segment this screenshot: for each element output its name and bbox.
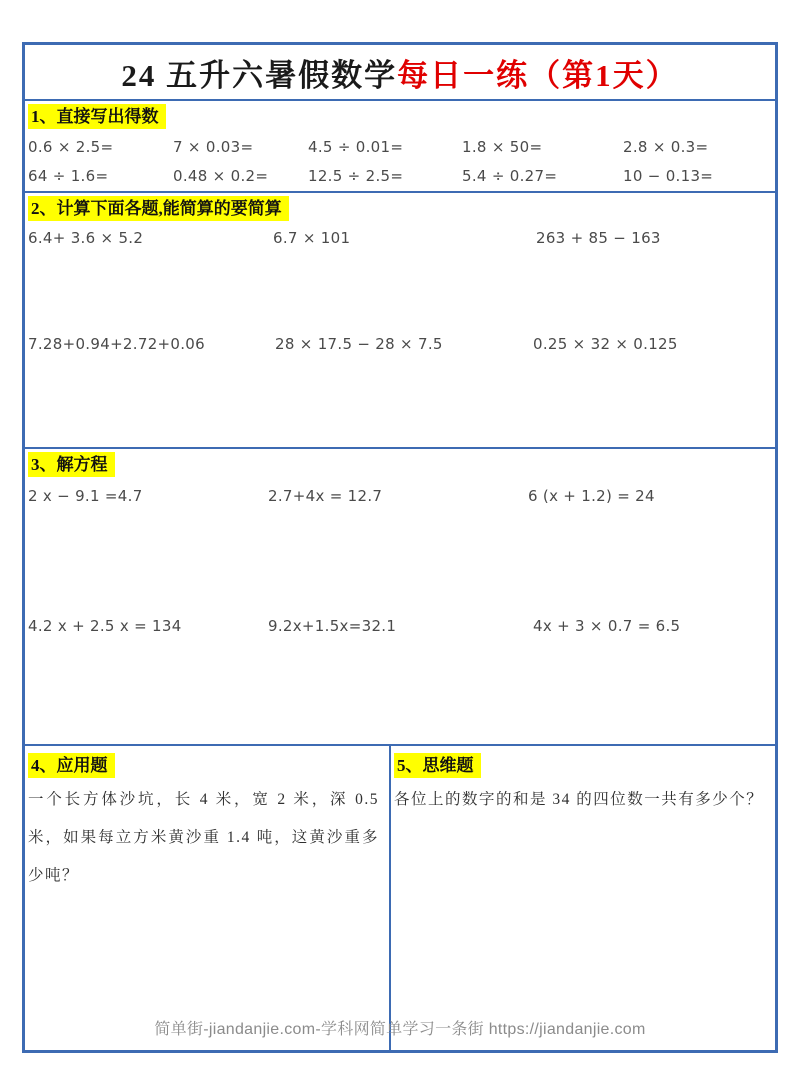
section-3-equations — [25, 449, 775, 746]
section-2-header: 2、计算下面各题,能简算的要简算 — [28, 196, 289, 221]
title-highlight: 每日一练（第1天） — [397, 57, 679, 93]
math-problem: 5.4 ÷ 0.27= — [462, 167, 558, 186]
math-problem: 7 × 0.03= — [173, 138, 254, 157]
section-1-mental-math — [25, 101, 775, 193]
section-4-header: 4、应用题 — [28, 753, 115, 778]
watermark-footer: 简单街-jiandanjie.com-学科网简单学习一条街 https://jiandanjie.com — [154, 1021, 646, 1038]
section-4-5-row — [25, 746, 775, 1050]
math-problem: 0.25 × 32 × 0.125 — [533, 335, 678, 354]
section-2-problems-row2 — [28, 335, 775, 353]
section-3-header: 3、解方程 — [28, 452, 115, 477]
math-problem: 12.5 ÷ 2.5= — [308, 167, 404, 186]
section-2-problems-row1 — [28, 229, 775, 247]
math-problem: 6 (x + 1.2) = 24 — [528, 487, 655, 506]
title-prefix: 24 五升六暑假数学 — [121, 57, 398, 93]
math-problem: 0.48 × 0.2= — [173, 167, 269, 186]
section-5-body: 各位上的数字的和是 34 的四位数一共有多少个？ — [394, 791, 764, 809]
section-3-problems-row1 — [28, 487, 775, 505]
page-title — [25, 45, 775, 101]
section-4-word-problem — [25, 746, 391, 1050]
math-problem: 7.28+0.94+2.72+0.06 — [28, 335, 205, 354]
math-problem: 2 x − 9.1 =4.7 — [28, 487, 143, 506]
section-2-computation — [25, 193, 775, 449]
math-problem: 64 ÷ 1.6= — [28, 167, 109, 186]
section-4-body: 一个长方体沙坑，长 4 米，宽 2 米，深 0.5 米，如果每立方米黄沙重 1.4 吨，这黄沙重多少吨？ — [28, 791, 379, 885]
math-problem: 2.7+4x = 12.7 — [268, 487, 383, 506]
math-problem: 4x + 3 × 0.7 = 6.5 — [533, 617, 681, 636]
worksheet-table — [22, 42, 778, 1053]
math-problem: 4.5 ÷ 0.01= — [308, 138, 404, 157]
section-1-header: 1、直接写出得数 — [28, 104, 166, 129]
math-problem: 28 × 17.5 − 28 × 7.5 — [275, 335, 443, 354]
section-1-problems — [28, 138, 775, 185]
section-3-problems-row2 — [28, 617, 775, 635]
math-problem: 4.2 x + 2.5 x = 134 — [28, 617, 182, 636]
math-problem: 2.8 × 0.3= — [623, 138, 709, 157]
section-5-header: 5、思维题 — [394, 753, 481, 778]
math-problem: 1.8 × 50= — [462, 138, 543, 157]
math-problem: 9.2x+1.5x=32.1 — [268, 617, 397, 636]
math-problem: 263 + 85 − 163 — [536, 229, 661, 248]
math-problem: 6.7 × 101 — [273, 229, 351, 248]
math-problem: 0.6 × 2.5= — [28, 138, 114, 157]
math-problem: 6.4+ 3.6 × 5.2 — [28, 229, 144, 248]
section-5-thinking-problem — [391, 746, 775, 1050]
math-problem: 10 − 0.13= — [623, 167, 714, 186]
